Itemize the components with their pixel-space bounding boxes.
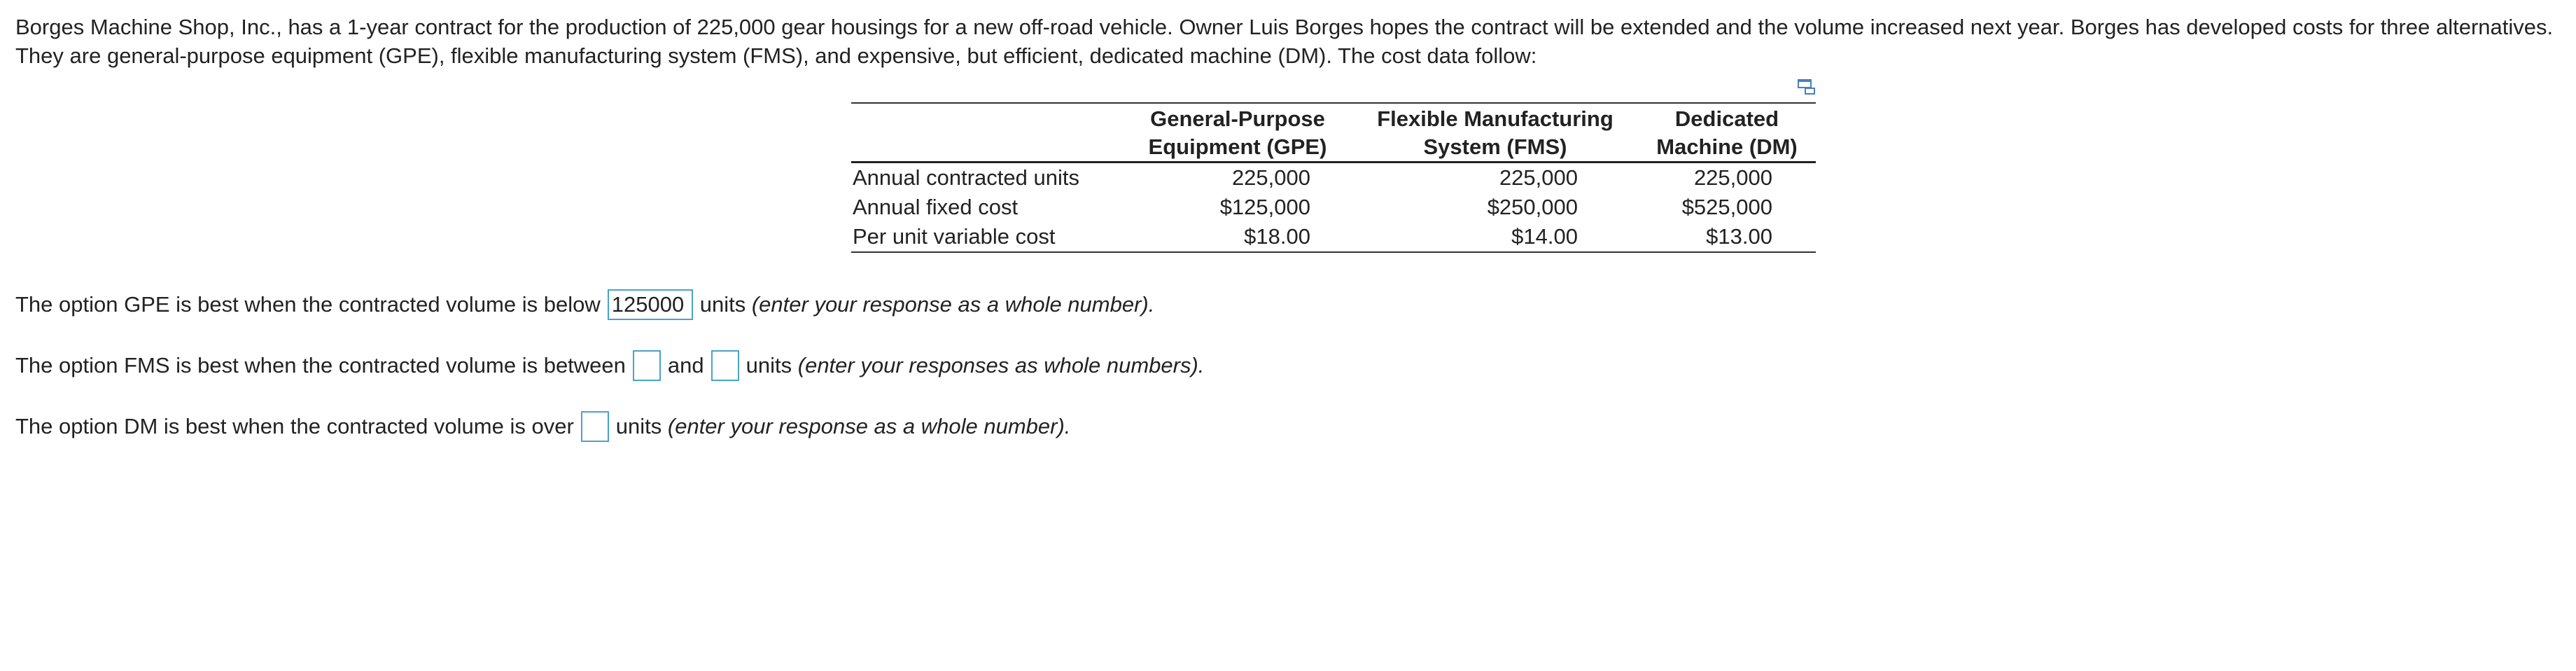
gpe-value: 225,000 <box>1231 165 1310 190</box>
dm-column-header <box>1638 103 1816 162</box>
gpe-question-hint: (enter your response as a whole number). <box>751 292 1155 317</box>
fms-header-line1: Flexible Manufacturing <box>1377 106 1614 131</box>
row-label: Per unit variable cost <box>853 224 1056 249</box>
dm-question-prefix: The option DM is best when the contracted volume is over <box>15 414 574 438</box>
fms-question-prefix: The option FMS is best when the contracted volume is between <box>15 353 626 378</box>
table-row <box>851 222 1816 252</box>
problem-statement: Borges Machine Shop, Inc., has a 1-year contract for the production of 225,000 gear housings for a new off-road vehicle. Owner Luis Borges hopes the contract will be extended and the volume increased next year. Borges has developed costs for three alternatives. They are general-purpose equipment (GPE), flexible manufacturing system (FMS), and expensive, but efficient, dedicated machine (DM). The cost data follow: <box>15 15 2554 68</box>
table-row <box>851 193 1816 222</box>
fms-value: $14.00 <box>1511 224 1578 249</box>
gpe-threshold-input[interactable] <box>608 289 693 320</box>
dm-value: 225,000 <box>1693 165 1772 190</box>
dm-value: $13.00 <box>1706 224 1772 249</box>
row-label: Annual fixed cost <box>853 195 1018 219</box>
fms-value: $250,000 <box>1487 195 1578 219</box>
gpe-question <box>15 289 1154 320</box>
fms-question-hint: (enter your responses as whole numbers). <box>797 353 1205 378</box>
fms-question-middle: and <box>667 353 704 378</box>
dm-header-line1: Dedicated <box>1674 106 1779 131</box>
gpe-column-header <box>1123 103 1352 162</box>
gpe-question-prefix: The option GPE is best when the contracted volume is below <box>15 292 601 317</box>
gpe-header-line2: Equipment (GPE) <box>1148 134 1327 159</box>
table-header-row <box>851 103 1816 162</box>
fms-header-line2: System (FMS) <box>1423 134 1567 159</box>
gpe-value: $18.00 <box>1244 224 1310 249</box>
table-row <box>851 162 1816 193</box>
fms-column-header <box>1352 103 1638 162</box>
row-label: Annual contracted units <box>853 165 1079 190</box>
dm-question-suffix: units <box>615 414 662 438</box>
dm-threshold-input[interactable] <box>581 411 609 442</box>
fms-lower-bound-input[interactable] <box>633 350 661 381</box>
fms-upper-bound-input[interactable] <box>711 350 739 381</box>
dm-question <box>15 411 1070 442</box>
cost-data-table <box>851 102 1816 253</box>
copy-table-icon[interactable] <box>1798 78 1816 95</box>
gpe-question-suffix: units <box>699 292 746 317</box>
dm-value: $525,000 <box>1681 195 1772 219</box>
row-label-header <box>851 103 1123 162</box>
fms-question-suffix: units <box>746 353 792 378</box>
gpe-value: $125,000 <box>1219 195 1310 219</box>
dm-header-line2: Machine (DM) <box>1656 134 1798 159</box>
gpe-header-line1: General-Purpose <box>1150 106 1325 131</box>
fms-question <box>15 350 1204 381</box>
dm-question-hint: (enter your response as a whole number). <box>667 414 1071 438</box>
fms-value: 225,000 <box>1499 165 1578 190</box>
